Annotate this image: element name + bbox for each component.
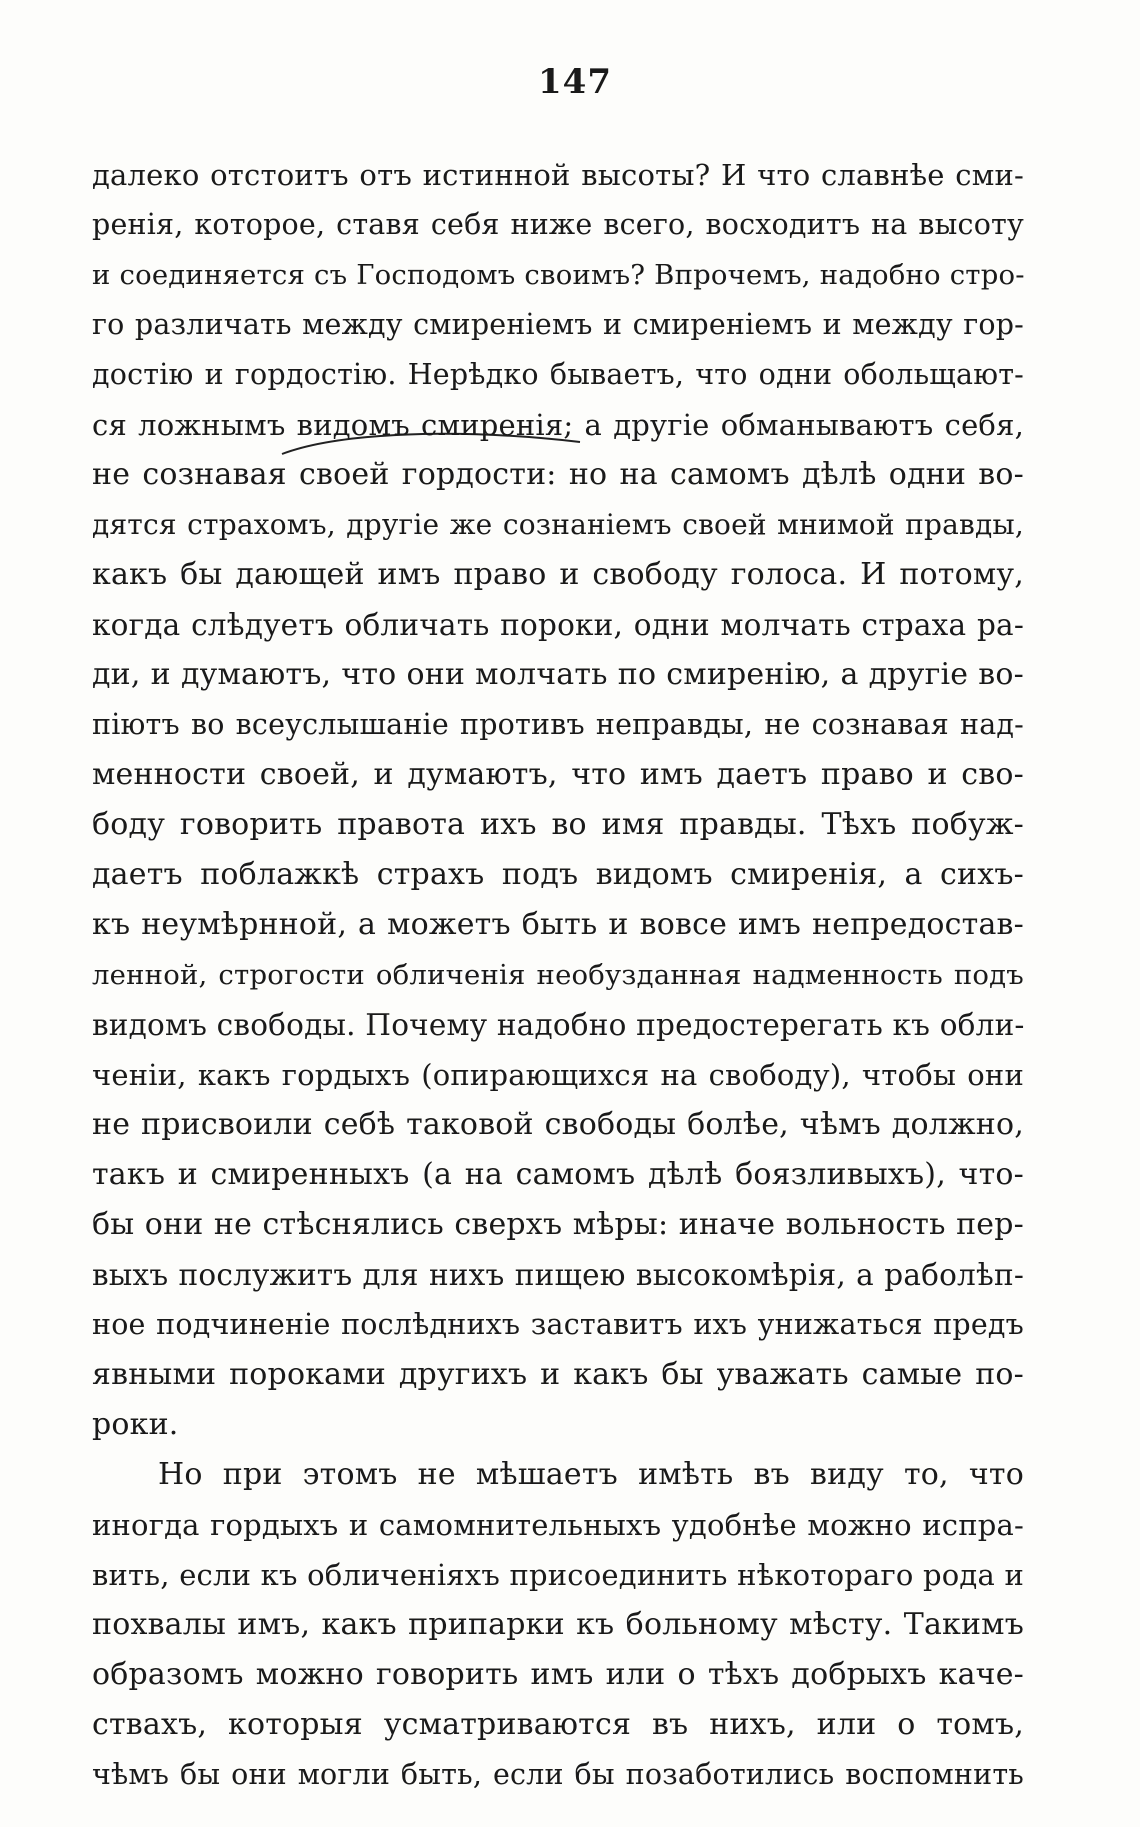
paragraph-2 [92,1450,1024,1800]
text-line: ное подчиненіе послѣднихъ заставитъ ихъ унижаться предъ [92,1308,1024,1341]
text-line: образомъ можно говорить имъ или о тѣхъ добрыхъ каче- [92,1657,1024,1692]
text-line: Но при этомъ не мѣшаетъ имѣть въ виду то, что [158,1457,1024,1492]
text-line: иногда гордыхъ и самомнительныхъ удобнѣе можно испра- [92,1508,1024,1542]
text-line: похвалы имъ, какъ припарки къ больному мѣсту. Такимъ [92,1607,1024,1642]
text-line: далеко отстоитъ отъ истинной высоты? И что славнѣе сми- [92,158,1024,192]
paragraph-1 [92,150,1024,1450]
text-line: достію и гордостію. Нерѣдко бываетъ, что одни обольщают- [92,358,1024,391]
text-line: го различать между смиреніемъ и смиреніемъ и между гор- [92,308,1024,341]
text-line: не сознавая своей гордости: но на самомъ дѣлѣ одни во- [92,457,1024,492]
text-line: какъ бы дающей имъ право и свободу голоса. И потому, [92,557,1024,592]
text-line: явными пороками другихъ и какъ бы уважать самые по- [92,1357,1024,1392]
text-line: когда слѣдуетъ обличать пороки, одни молчать страха ра- [92,608,1024,642]
text-line: ствахъ, которыя усматриваются въ нихъ, или о томъ, [92,1707,1024,1742]
text-line: даетъ поблажкѣ страхъ подъ видомъ смиренія, а сихъ- [92,857,1024,892]
text-line: ленной, строгости обличенія необузданная надменность подъ [92,959,1024,991]
text-line: роки. [92,1407,179,1442]
text-line: выхъ послужитъ для нихъ пищею высокомѣрія, а раболѣп- [92,1258,1024,1292]
page-number: 147 [538,62,612,102]
text-line: піютъ во всеуслышаніе противъ неправды, не сознавая над- [92,708,1024,741]
text-line: бы они не стѣснялись сверхъ мѣры: иначе вольность пер- [92,1207,1024,1242]
text-line: чѣмъ бы они могли быть, если бы позаботились воспомнить [92,1758,1024,1791]
text-line: вить, если къ обличеніяхъ присоединить нѣкотораго рода и [92,1558,1024,1592]
text-line: ся ложнымъ видомъ смиренія; а другіе обманываютъ себя, [92,408,1024,442]
text-line: видомъ свободы. Почему надобно предостерегать къ обли- [92,1008,1025,1042]
body-text [92,150,1024,1800]
text-line: дятся страхомъ, другіе же сознаніемъ своей мнимой правды, [92,508,1024,541]
text-line: къ неумѣрнной, а можетъ быть и вовсе имъ непредостав- [92,907,1024,942]
text-line: не присвоили себѣ таковой свободы болѣе, чѣмъ должно, [92,1107,1024,1142]
text-line: ренія, которое, ставя себя ниже всего, восходитъ на высоту [92,208,1024,241]
text-line: ченіи, какъ гордыхъ (опирающихся на свободу), чтобы они [92,1058,1024,1092]
text-line: боду говорить правота ихъ во имя правды. Тѣхъ побуж- [92,807,1024,842]
text-line: ди, и думаютъ, что они молчать по смиренію, а другіе во- [92,657,1024,692]
text-line: и соединяется съ Господомъ своимъ? Впрочемъ, надобно стро- [92,259,1025,291]
text-line: такъ и смиренныхъ (а на самомъ дѣлѣ боязливыхъ), что- [92,1157,1024,1192]
text-line: менности своей, и думаютъ, что имъ даетъ право и сво- [92,757,1024,792]
